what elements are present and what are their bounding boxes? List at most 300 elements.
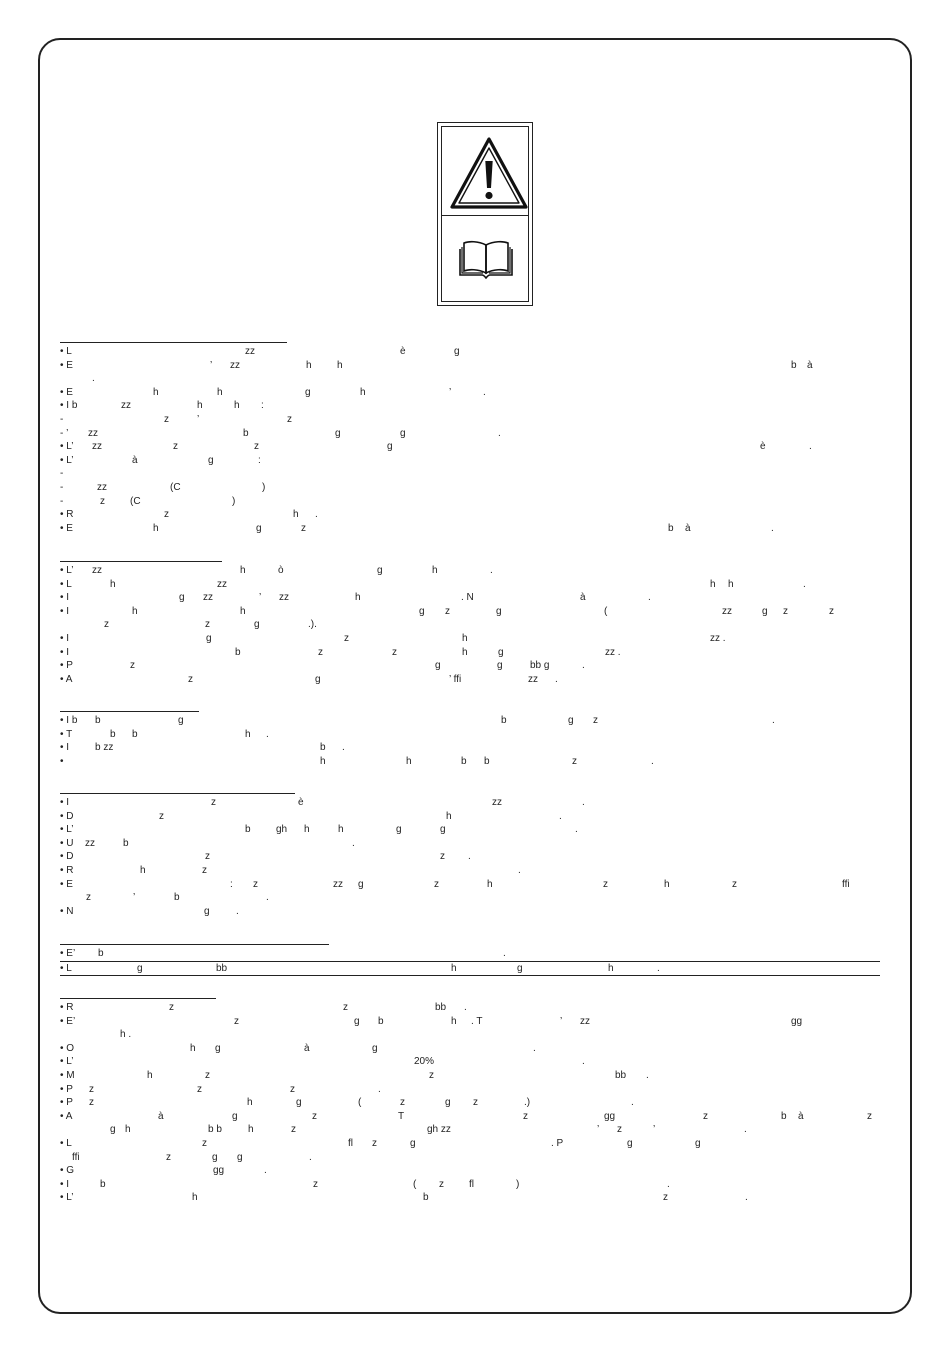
text-line [60, 1151, 880, 1165]
line-fragment: z [166, 1151, 171, 1163]
line-lead: • T [60, 728, 73, 740]
text-line [60, 962, 880, 977]
line-lead: - [60, 481, 64, 493]
line-fragment: g [358, 878, 364, 890]
line-fragment: z [211, 797, 216, 808]
line-fragment: gg [604, 1110, 616, 1122]
line-fragment: à [304, 1042, 310, 1054]
line-fragment: z [572, 755, 577, 767]
line-fragment: . [468, 851, 471, 863]
line-fragment: . [631, 1097, 634, 1109]
line-lead: • E [60, 878, 73, 890]
line-fragment: ( [604, 605, 608, 617]
line-lead: • [60, 755, 64, 767]
line-fragment: z [164, 509, 169, 521]
line-fragment: g [110, 1124, 116, 1136]
line-fragment: g [435, 660, 441, 672]
line-fragment: z [301, 522, 306, 534]
line-fragment: h [125, 1124, 131, 1136]
line-fragment: g [498, 646, 504, 658]
line-fragment: z [130, 660, 135, 672]
section-1 [60, 342, 880, 535]
line-fragment: zz [92, 441, 102, 453]
text-line [60, 878, 880, 892]
section-6 [60, 998, 880, 1205]
line-lead: • E [60, 359, 73, 371]
line-fragment: h [406, 755, 412, 767]
text-line [60, 1069, 880, 1083]
line-fragment: g [497, 660, 503, 672]
line-fragment: g [256, 522, 262, 534]
line-fragment: h [337, 359, 343, 371]
line-fragment: . [352, 837, 355, 849]
line-fragment: b [174, 892, 180, 904]
text-line [60, 1096, 880, 1110]
line-fragment: h [355, 592, 361, 604]
line-fragment: bb [615, 1069, 627, 1081]
line-fragment: z [159, 810, 164, 822]
line-fragment: h [153, 522, 159, 534]
line-fragment: . [490, 565, 493, 576]
text-line [60, 728, 880, 742]
line-fragment: b [668, 522, 674, 534]
line-fragment: g [396, 824, 402, 836]
line-fragment: z [344, 632, 349, 644]
line-fragment: h [240, 605, 246, 617]
line-lead: • P [60, 1083, 73, 1095]
line-lead: - [60, 495, 64, 507]
line-fragment: . [315, 509, 318, 521]
line-fragment: è [400, 346, 406, 357]
line-fragment: g [315, 673, 321, 685]
line-fragment: g [204, 905, 210, 917]
line-lead: • I b [60, 715, 78, 726]
line-fragment: b [100, 1178, 106, 1190]
line-fragment: (C [130, 495, 141, 507]
line-fragment: . [266, 892, 269, 904]
line-lead: • E [60, 386, 73, 398]
line-fragment: b [132, 728, 138, 740]
text-line [60, 659, 880, 673]
line-fragment: h [432, 565, 438, 576]
line-fragment: . [309, 1151, 312, 1163]
line-fragment: h [248, 1124, 254, 1136]
text-line [60, 591, 880, 605]
line-fragment: ffi [72, 1151, 80, 1163]
line-fragment: h [710, 578, 716, 590]
line-fragment: z [429, 1069, 434, 1081]
line-lead: • I [60, 632, 70, 644]
text-line [60, 1110, 880, 1124]
line-fragment: . [646, 1069, 649, 1081]
line-fragment: zz [217, 578, 227, 590]
line-fragment: . T [471, 1015, 483, 1027]
line-fragment: z [254, 441, 259, 453]
line-fragment: zz [245, 346, 255, 357]
line-fragment: zz [722, 605, 732, 617]
line-fragment: h [240, 565, 246, 576]
line-fragment: b [245, 824, 251, 836]
line-fragment: à [798, 1110, 804, 1122]
line-fragment: b [501, 715, 507, 726]
line-fragment: à [580, 592, 586, 604]
line-fragment: . [803, 578, 806, 590]
line-fragment: z [439, 1178, 444, 1190]
line-fragment: . [651, 755, 654, 767]
line-fragment: fl [348, 1137, 353, 1149]
line-lead: • I [60, 605, 70, 617]
line-lead: • L’ [60, 441, 74, 453]
line-fragment: h [217, 386, 223, 398]
text-line [60, 947, 880, 962]
line-fragment: à [807, 359, 813, 371]
line-fragment: g [695, 1137, 701, 1149]
line-fragment: g [212, 1151, 218, 1163]
open-book-icon [456, 237, 516, 281]
line-fragment: z [663, 1192, 668, 1204]
line-fragment: g [568, 715, 574, 726]
line-fragment: . [809, 441, 812, 453]
text-line [60, 605, 880, 619]
line-fragment: zz [88, 427, 98, 439]
line-fragment: z [89, 1083, 94, 1095]
line-fragment: z [205, 1069, 210, 1081]
line-lead: • D [60, 810, 74, 822]
line-fragment: z [372, 1137, 377, 1149]
line-fragment: ’ [449, 386, 452, 398]
line-lead: • R [60, 864, 74, 876]
line-fragment: . [555, 673, 558, 685]
line-fragment: bb [216, 962, 228, 974]
text-line [60, 673, 880, 687]
line-fragment: zz [230, 359, 240, 371]
line-fragment: b [235, 646, 241, 658]
line-fragment: h . [120, 1029, 132, 1041]
text-line [60, 440, 880, 454]
line-fragment: z [290, 1083, 295, 1095]
line-fragment: h [487, 878, 493, 890]
line-fragment: g [354, 1015, 360, 1027]
line-lead: • E’ [60, 948, 76, 959]
line-lead: • L [60, 1137, 72, 1149]
line-fragment: b [461, 755, 467, 767]
line-fragment: g [454, 346, 460, 357]
line-fragment: bb g [530, 660, 550, 672]
line-fragment: zz [92, 565, 102, 576]
line-fragment: z [783, 605, 788, 617]
line-lead: • A [60, 1110, 73, 1122]
line-fragment: h [320, 755, 326, 767]
line-fragment: ’ ffi [449, 673, 462, 685]
line-fragment: h [451, 1015, 457, 1027]
line-fragment: h [664, 878, 670, 890]
line-fragment: g [215, 1042, 221, 1054]
text-line [60, 399, 880, 413]
section-6-heading-rule [60, 998, 216, 999]
line-fragment: b zz [95, 742, 114, 754]
text-line [60, 796, 880, 810]
line-fragment: g [440, 824, 446, 836]
line-fragment: zz [97, 481, 107, 493]
line-fragment: g [387, 441, 393, 453]
line-fragment: zz . [710, 632, 726, 644]
text-line [60, 359, 880, 373]
line-fragment: (C [170, 481, 181, 493]
line-lead: • E [60, 522, 73, 534]
line-fragment: ) [262, 481, 266, 493]
line-lead: • P [60, 1097, 73, 1109]
line-fragment: . [464, 1002, 467, 1013]
line-fragment: z [86, 892, 91, 904]
line-fragment: h [153, 386, 159, 398]
text-line [60, 905, 880, 919]
line-fragment: gg [213, 1165, 225, 1177]
section-3-heading-rule [60, 711, 199, 712]
line-fragment: zz [203, 592, 213, 604]
line-fragment: h [338, 824, 344, 836]
line-fragment: . [518, 864, 521, 876]
line-lead: • I [60, 646, 70, 658]
line-fragment: zz [492, 797, 502, 808]
line-fragment: z [100, 495, 105, 507]
line-fragment: z [440, 851, 445, 863]
line-fragment: b [378, 1015, 384, 1027]
line-fragment: . [575, 824, 578, 836]
line-fragment: g [419, 605, 425, 617]
line-lead: • I [60, 592, 70, 604]
line-fragment: z [312, 1110, 317, 1122]
text-line [60, 1191, 880, 1205]
line-fragment: : [261, 400, 264, 412]
section-4 [60, 793, 880, 918]
text-line [60, 413, 880, 427]
line-fragment: ’ [133, 892, 136, 904]
line-fragment: zz [85, 837, 95, 849]
line-fragment: . [533, 1042, 536, 1054]
line-lead: • L’ [60, 565, 74, 576]
text-line [60, 1028, 880, 1042]
line-fragment: g [377, 565, 383, 576]
text-line [60, 1164, 880, 1178]
line-lead: • A [60, 673, 73, 685]
line-fragment: z [703, 1110, 708, 1122]
line-fragment: ffi [842, 878, 850, 890]
line-fragment: z [434, 878, 439, 890]
line-lead: • O [60, 1042, 75, 1054]
text-line [60, 864, 880, 878]
line-fragment: . [483, 386, 486, 398]
line-fragment: . [266, 728, 269, 740]
line-fragment: ’ [259, 592, 262, 604]
line-fragment: zz [528, 673, 538, 685]
line-lead: • L’ [60, 824, 74, 836]
text-line [60, 741, 880, 755]
line-fragment: g [137, 962, 143, 974]
line-fragment: à [132, 454, 138, 466]
text-line [60, 1137, 880, 1151]
line-lead: • L’ [60, 454, 74, 466]
line-fragment: .). [308, 619, 317, 631]
text-line [60, 1001, 880, 1015]
line-fragment: z [169, 1002, 174, 1013]
line-fragment: ( [358, 1097, 362, 1109]
line-fragment: g [372, 1042, 378, 1054]
line-lead: • L [60, 578, 72, 590]
line-lead: • N [60, 905, 74, 917]
line-fragment: g [335, 427, 341, 439]
section-5-heading-rule [60, 944, 329, 945]
line-lead: • R [60, 1002, 74, 1013]
line-lead: • L’ [60, 1056, 74, 1068]
line-fragment: g [400, 427, 406, 439]
text-line [60, 810, 880, 824]
line-fragment: . [559, 810, 562, 822]
line-fragment: . [342, 742, 345, 754]
line-fragment: ) [232, 495, 236, 507]
line-fragment: z [617, 1124, 622, 1136]
section-5 [60, 944, 880, 976]
line-fragment: z [253, 878, 258, 890]
text-line [60, 646, 880, 660]
line-fragment: b [98, 948, 104, 959]
line-fragment: h [446, 810, 452, 822]
line-fragment: z [313, 1178, 318, 1190]
text-line [60, 345, 880, 359]
line-fragment: h [360, 386, 366, 398]
text-line [60, 481, 880, 495]
line-fragment: b [791, 359, 797, 371]
warning-triangle-icon [448, 133, 530, 213]
line-fragment: z [400, 1097, 405, 1109]
text-line [60, 755, 880, 769]
line-fragment: g [179, 592, 185, 604]
text-line [60, 632, 880, 646]
line-fragment: ’ [210, 359, 213, 371]
line-fragment: h [293, 509, 299, 521]
line-fragment: z [287, 413, 292, 425]
line-fragment: gh zz [427, 1124, 451, 1136]
line-fragment: . [772, 715, 775, 726]
line-lead: • I b [60, 400, 78, 412]
line-fragment: h [728, 578, 734, 590]
line-fragment: gh [276, 824, 288, 836]
line-fragment: b [110, 728, 116, 740]
line-fragment: g [237, 1151, 243, 1163]
line-fragment: bb [435, 1002, 447, 1013]
line-fragment: h [140, 864, 146, 876]
line-fragment: g [762, 605, 768, 617]
line-fragment: : [258, 454, 261, 466]
line-fragment: ’ [653, 1124, 656, 1136]
line-fragment: z [202, 1137, 207, 1149]
text-line [60, 837, 880, 851]
line-fragment: h [451, 962, 457, 974]
line-fragment: g [445, 1097, 451, 1109]
line-lead: • L [60, 962, 72, 974]
text-line [60, 454, 880, 468]
line-fragment: . [657, 962, 660, 974]
line-fragment: h [110, 578, 116, 590]
line-fragment: z [89, 1097, 94, 1109]
line-fragment: à [685, 522, 691, 534]
line-fragment: b [423, 1192, 429, 1204]
line-fragment: g [232, 1110, 238, 1122]
line-fragment: . [582, 660, 585, 672]
line-fragment: è [760, 441, 766, 453]
line-fragment: h [234, 400, 240, 412]
line-fragment: g [517, 962, 523, 974]
line-fragment: zz [121, 400, 131, 412]
line-fragment: fl [469, 1178, 474, 1190]
text-line [60, 495, 880, 509]
line-fragment: ’ [197, 413, 200, 425]
line-fragment: z [603, 878, 608, 890]
line-fragment: z [867, 1110, 872, 1122]
line-lead: • I [60, 742, 70, 754]
line-lead: • M [60, 1069, 75, 1081]
line-lead: • D [60, 851, 74, 863]
line-fragment: . [236, 905, 239, 917]
line-fragment: h [247, 1097, 253, 1109]
line-fragment: ò [278, 565, 284, 576]
text-line [60, 467, 880, 481]
line-lead: - ’ [60, 427, 69, 439]
section-2 [60, 561, 880, 686]
section-1-heading-rule [60, 342, 287, 343]
line-fragment: g [627, 1137, 633, 1149]
line-fragment: h [132, 605, 138, 617]
line-fragment: z [829, 605, 834, 617]
line-fragment: b [243, 427, 249, 439]
line-fragment: . [503, 948, 506, 959]
line-fragment: z [205, 851, 210, 863]
line-fragment: h [462, 632, 468, 644]
line-fragment: .) [524, 1097, 531, 1109]
line-fragment: b [95, 715, 101, 726]
line-fragment: g [296, 1097, 302, 1109]
line-fragment: . [498, 427, 501, 439]
text-line [60, 891, 880, 905]
section-3 [60, 711, 880, 768]
line-fragment: . P [551, 1137, 564, 1149]
line-fragment: h [608, 962, 614, 974]
text-line [60, 564, 880, 578]
text-line [60, 372, 880, 386]
line-fragment: z [173, 441, 178, 453]
line-lead: • I [60, 797, 70, 808]
line-fragment: z [104, 619, 109, 631]
line-fragment: à [158, 1110, 164, 1122]
line-fragment: z [445, 605, 450, 617]
line-lead: • L [60, 346, 72, 357]
line-fragment: z [188, 673, 193, 685]
line-fragment: h [462, 646, 468, 658]
line-fragment: . [264, 1165, 267, 1177]
line-lead: • R [60, 509, 74, 521]
section-4-heading-rule [60, 793, 295, 794]
line-fragment: b [484, 755, 490, 767]
line-fragment: . [582, 797, 585, 808]
line-fragment: h [304, 824, 310, 836]
line-lead: • I [60, 1178, 70, 1190]
line-fragment: ’ [597, 1124, 600, 1136]
line-fragment: g [208, 454, 214, 466]
line-fragment: . [378, 1083, 381, 1095]
line-fragment: . [92, 373, 95, 385]
line-fragment: g [206, 632, 212, 644]
text-line [60, 850, 880, 864]
line-fragment: . N [461, 592, 474, 604]
